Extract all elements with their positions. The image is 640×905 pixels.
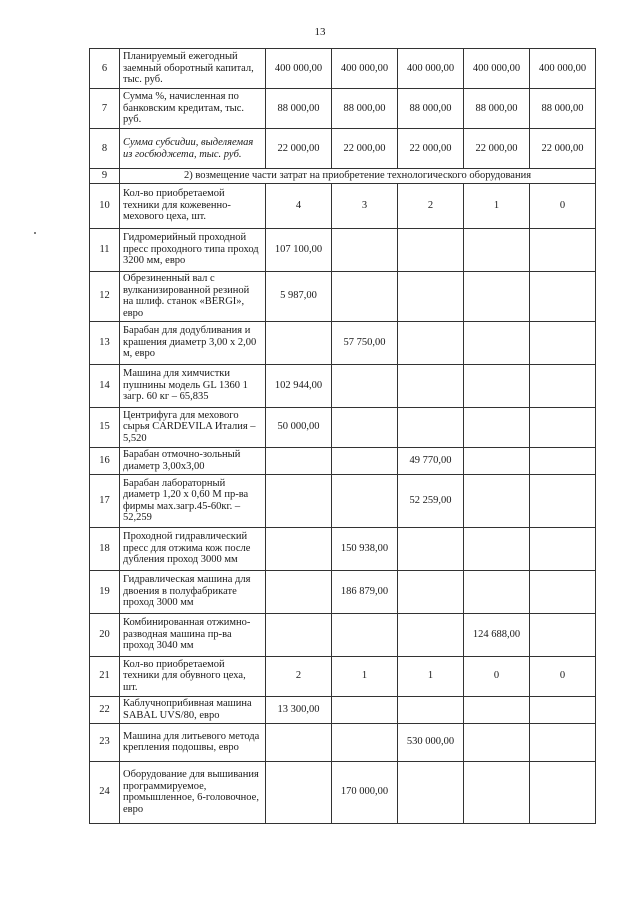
value-cell: 124 688,00 (464, 613, 530, 656)
value-cell (464, 407, 530, 447)
table-row (90, 228, 596, 271)
row-description: Сумма %, начисленная по банковским кредитам, тыс. руб. (120, 89, 266, 129)
table-row (90, 527, 596, 570)
value-cell (398, 696, 464, 723)
row-description: Комбинированная отжимно-разводная машина пр-ва проход 3040 мм (120, 613, 266, 656)
value-cell: 186 879,00 (332, 570, 398, 613)
row-description: Гидромерийный проходной пресс проходного типа проход 3200 мм, евро (120, 228, 266, 271)
value-cell (464, 321, 530, 364)
row-description: Центрифуга для мехового сырья CARDEVILA Италия – 5,520 (120, 407, 266, 447)
value-cell (332, 723, 398, 761)
page-number: 13 (314, 26, 326, 38)
value-cell: 530 000,00 (398, 723, 464, 761)
value-cell (332, 447, 398, 474)
value-cell (530, 447, 596, 474)
value-cell (266, 447, 332, 474)
row-description: Проходной гидравлический пресс для отжима кож после дубления проход 3000 мм (120, 527, 266, 570)
row-number: 18 (90, 527, 120, 570)
row-description: Планируемый ежегодный заемный оборотный капитал, тыс. руб. (120, 49, 266, 89)
row-number: 14 (90, 364, 120, 407)
row-number: 7 (90, 89, 120, 129)
value-cell: 22 000,00 (266, 129, 332, 169)
value-cell: 22 000,00 (464, 129, 530, 169)
value-cell (398, 321, 464, 364)
table-row (90, 723, 596, 761)
value-cell (530, 761, 596, 823)
table-row (90, 49, 596, 89)
value-cell (398, 613, 464, 656)
value-cell (530, 723, 596, 761)
value-cell (266, 723, 332, 761)
row-number: 20 (90, 613, 120, 656)
value-cell (398, 228, 464, 271)
row-number: 24 (90, 761, 120, 823)
table-row (90, 613, 596, 656)
row-description: Оборудование для вышивания программируемое, промышленное, 6-головочное, евро (120, 761, 266, 823)
row-description: Машина для литьевого метода крепления подошвы, евро (120, 723, 266, 761)
value-cell (464, 447, 530, 474)
row-description: Кол-во приобретаемой техники для кожевенно-мехового цеха, шт. (120, 183, 266, 228)
value-cell (398, 364, 464, 407)
row-number: 13 (90, 321, 120, 364)
value-cell (266, 321, 332, 364)
table-row (90, 407, 596, 447)
row-description: Каблучноприбивная машина SABAL UVS/80, евро (120, 696, 266, 723)
value-cell (464, 723, 530, 761)
value-cell: 2 (266, 656, 332, 696)
value-cell (332, 474, 398, 527)
value-cell (266, 761, 332, 823)
row-number: 12 (90, 271, 120, 321)
value-cell (398, 407, 464, 447)
value-cell (266, 474, 332, 527)
row-number: 6 (90, 49, 120, 89)
table-row (90, 321, 596, 364)
value-cell (398, 570, 464, 613)
value-cell: 57 750,00 (332, 321, 398, 364)
value-cell: 3 (332, 183, 398, 228)
value-cell (266, 570, 332, 613)
value-cell: 107 100,00 (266, 228, 332, 271)
value-cell (464, 474, 530, 527)
row-description: Гидравлическая машина для двоения в полуфабрикате проход 3000 мм (120, 570, 266, 613)
value-cell: 170 000,00 (332, 761, 398, 823)
table-row (90, 447, 596, 474)
value-cell (464, 527, 530, 570)
value-cell: 22 000,00 (530, 129, 596, 169)
row-number: 10 (90, 183, 120, 228)
value-cell: 52 259,00 (398, 474, 464, 527)
table-row (90, 183, 596, 228)
row-number: 23 (90, 723, 120, 761)
value-cell: 1 (464, 183, 530, 228)
value-cell: 88 000,00 (530, 89, 596, 129)
value-cell (266, 613, 332, 656)
row-description: Сумма субсидии, выделяемая из госбюджета, тыс. руб. (120, 129, 266, 169)
table-row (90, 89, 596, 129)
value-cell: 2 (398, 183, 464, 228)
value-cell (332, 228, 398, 271)
value-cell (464, 228, 530, 271)
value-cell: 13 300,00 (266, 696, 332, 723)
value-cell (266, 527, 332, 570)
value-cell: 1 (332, 656, 398, 696)
value-cell (530, 228, 596, 271)
value-cell: 0 (464, 656, 530, 696)
table-row (90, 696, 596, 723)
value-cell: 88 000,00 (464, 89, 530, 129)
value-cell (332, 364, 398, 407)
value-cell (464, 271, 530, 321)
value-cell (530, 613, 596, 656)
value-cell (398, 271, 464, 321)
value-cell: 88 000,00 (332, 89, 398, 129)
row-number: 15 (90, 407, 120, 447)
value-cell (530, 527, 596, 570)
table-row (90, 474, 596, 527)
value-cell (464, 570, 530, 613)
value-cell: 400 000,00 (398, 49, 464, 89)
value-cell: 22 000,00 (398, 129, 464, 169)
row-number: 9 (90, 169, 120, 184)
value-cell (530, 321, 596, 364)
row-number: 11 (90, 228, 120, 271)
table-row (90, 656, 596, 696)
row-description: Барабан отмочно-зольный диаметр 3,00х3,00 (120, 447, 266, 474)
value-cell: 150 938,00 (332, 527, 398, 570)
value-cell (332, 696, 398, 723)
value-cell: 4 (266, 183, 332, 228)
row-description: Барабан лабораторный диаметр 1,20 х 0,60 М пр-ва фирмы мах.загр.45-60кг. – 52,259 (120, 474, 266, 527)
value-cell (464, 696, 530, 723)
value-cell: 400 000,00 (266, 49, 332, 89)
value-cell: 0 (530, 656, 596, 696)
value-cell (530, 570, 596, 613)
value-cell (332, 613, 398, 656)
row-number: 17 (90, 474, 120, 527)
row-number: 19 (90, 570, 120, 613)
table-row (90, 761, 596, 823)
value-cell: 400 000,00 (464, 49, 530, 89)
value-cell (398, 527, 464, 570)
value-cell: 1 (398, 656, 464, 696)
table-row (90, 271, 596, 321)
section-row (90, 169, 596, 184)
value-cell (530, 696, 596, 723)
stray-dot (34, 232, 36, 234)
value-cell: 0 (530, 183, 596, 228)
row-number: 21 (90, 656, 120, 696)
value-cell (332, 407, 398, 447)
value-cell: 49 770,00 (398, 447, 464, 474)
row-description: Барабан для додубливания и крашения диаметр 3,00 х 2,00 м, евро (120, 321, 266, 364)
value-cell: 50 000,00 (266, 407, 332, 447)
value-cell: 88 000,00 (398, 89, 464, 129)
table-row (90, 570, 596, 613)
value-cell (530, 364, 596, 407)
row-number: 16 (90, 447, 120, 474)
table-row (90, 364, 596, 407)
value-cell (530, 271, 596, 321)
value-cell (332, 271, 398, 321)
table-row (90, 129, 596, 169)
section-title: 2) возмещение части затрат на приобретение технологического оборудования (120, 169, 596, 184)
value-cell: 102 944,00 (266, 364, 332, 407)
value-cell: 22 000,00 (332, 129, 398, 169)
value-cell: 5 987,00 (266, 271, 332, 321)
cost-table (89, 48, 596, 824)
row-description: Машина для химчистки пушнины модель GL 1360 1 загр. 60 кг – 65,835 (120, 364, 266, 407)
row-description: Кол-во приобретаемой техники для обувного цеха, шт. (120, 656, 266, 696)
value-cell (530, 407, 596, 447)
table-body (90, 49, 596, 824)
value-cell (530, 474, 596, 527)
value-cell (398, 761, 464, 823)
row-number: 22 (90, 696, 120, 723)
value-cell: 400 000,00 (332, 49, 398, 89)
value-cell: 88 000,00 (266, 89, 332, 129)
row-description: Обрезиненный вал с вулканизированной резиной на шлиф. станок «BERGI», евро (120, 271, 266, 321)
row-number: 8 (90, 129, 120, 169)
value-cell (464, 364, 530, 407)
value-cell (464, 761, 530, 823)
value-cell: 400 000,00 (530, 49, 596, 89)
